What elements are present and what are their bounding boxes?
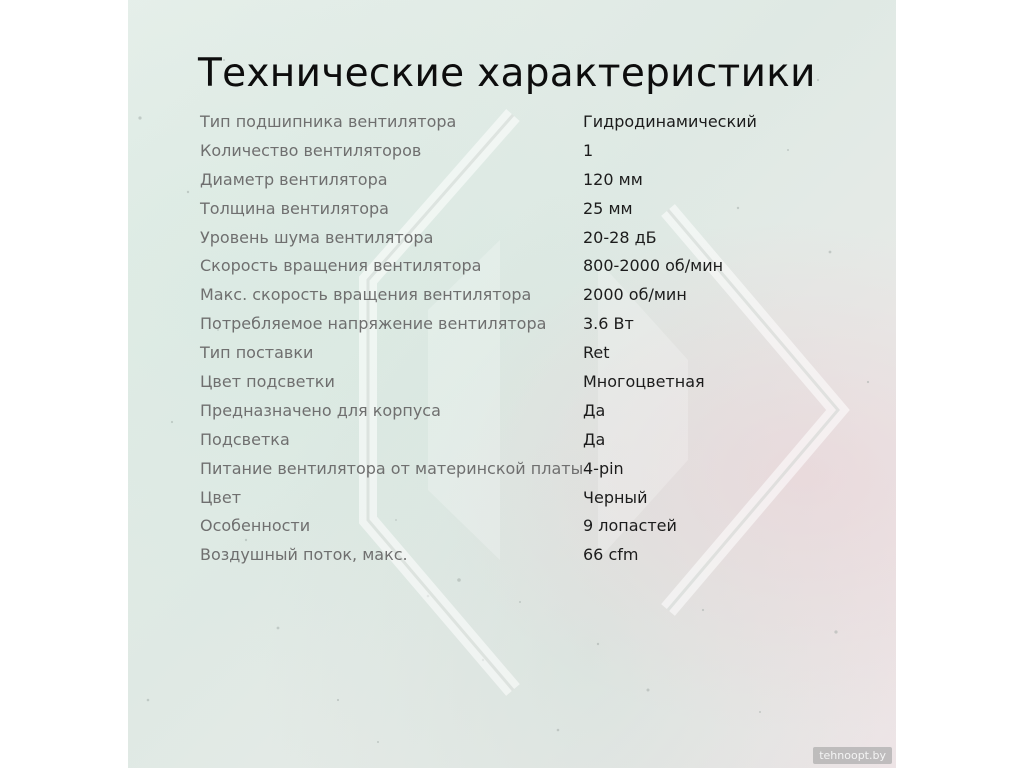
spec-value: Гидродинамический	[583, 112, 757, 131]
spec-value: 1	[583, 140, 594, 160]
spec-row	[200, 166, 840, 195]
spec-row	[200, 339, 840, 368]
spec-row	[200, 397, 840, 426]
site-watermark: tehnoopt.by	[813, 747, 892, 764]
spec-label: Тип подшипника вентилятора	[200, 112, 457, 131]
spec-value: 25 мм	[583, 198, 633, 218]
spec-card	[128, 0, 896, 768]
spec-table	[200, 108, 840, 570]
spec-label: Питание вентилятора от материнской платы	[200, 458, 584, 478]
spec-value: 2000 об/мин	[583, 285, 687, 305]
spec-row	[200, 426, 840, 455]
spec-label: Цвет	[200, 487, 242, 507]
spec-row	[200, 281, 840, 310]
spec-value: Да	[583, 400, 606, 420]
spec-row	[200, 310, 840, 339]
spec-value: 800-2000 об/мин	[583, 256, 724, 276]
spec-label: Толщина вентилятора	[200, 198, 389, 218]
spec-value: 120 мм	[583, 169, 643, 189]
spec-row	[200, 108, 840, 137]
spec-row	[200, 137, 840, 166]
spec-label: Особенности	[200, 516, 311, 536]
spec-row	[200, 512, 840, 541]
spec-row	[200, 224, 840, 253]
spec-label: Подсветка	[200, 429, 290, 449]
spec-row	[200, 541, 840, 570]
spec-value: 20-28 дБ	[583, 227, 657, 247]
spec-row	[200, 455, 840, 484]
page-title: Технические характеристики	[198, 51, 816, 96]
spec-label: Цвет подсветки	[200, 372, 335, 392]
spec-label: Уровень шума вентилятора	[200, 227, 434, 247]
spec-label: Количество вентиляторов	[200, 140, 422, 160]
spec-row	[200, 484, 840, 513]
spec-label: Макс. скорость вращения вентилятора	[200, 285, 532, 305]
spec-value: Многоцветная	[583, 372, 705, 392]
spec-value: Ret	[583, 343, 610, 363]
spec-row	[200, 368, 840, 397]
spec-label: Предназначено для корпуса	[200, 400, 441, 420]
spec-value: Да	[583, 429, 606, 449]
spec-value: 4-pin	[583, 458, 624, 478]
spec-value: 66 cfm	[583, 545, 639, 565]
spec-label: Тип поставки	[200, 343, 314, 363]
spec-label: Скорость вращения вентилятора	[200, 256, 482, 276]
spec-label: Диаметр вентилятора	[200, 169, 388, 189]
spec-value: 9 лопастей	[583, 516, 677, 536]
spec-row	[200, 195, 840, 224]
spec-value: 3.6 Вт	[583, 314, 634, 334]
spec-value: Черный	[583, 487, 648, 507]
spec-label: Воздушный поток, макс.	[200, 545, 408, 565]
spec-row	[200, 252, 840, 281]
spec-label: Потребляемое напряжение вентилятора	[200, 314, 547, 334]
